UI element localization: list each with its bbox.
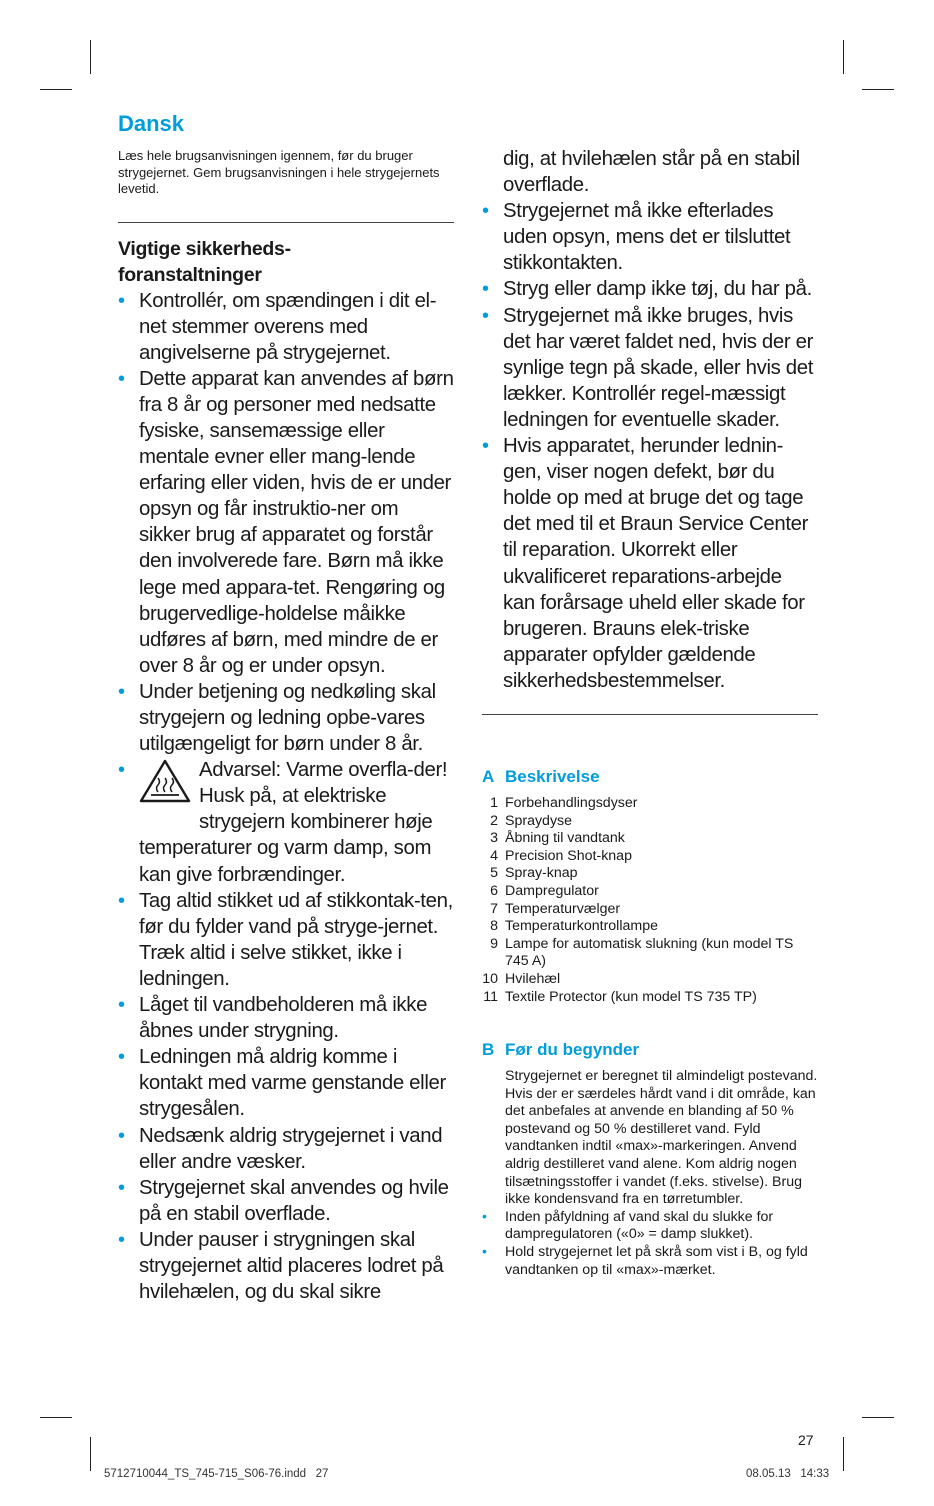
list-item: 4 Precision Shot-knap [490, 847, 632, 864]
bullet-icon: • [118, 289, 125, 312]
crop-mark [862, 89, 894, 90]
section-b-heading: B Før du begynder [482, 1040, 640, 1060]
bullet-icon: • [118, 994, 125, 1017]
bullet-icon: • [482, 200, 489, 223]
list-item: • Strygejernet skal anvendes og hvile på en stabil overflade. [118, 1176, 449, 1225]
left-column [118, 110, 454, 1305]
list-item: • Under pauser i strygningen skal strygejernet altid placeres lodret på hvilehælen, og du skal sikre [118, 1228, 444, 1304]
safety-heading: Vigtige sikkerheds- foranstaltninger [118, 237, 291, 286]
list-item: 6 Dampregulator [490, 882, 599, 899]
list-item: • Låget til vandbeholderen må ikke åbnes under strygning. [118, 994, 428, 1043]
list-item: • Stryg eller damp ikke tøj, du har på. [482, 276, 818, 302]
bullet-icon: • [118, 889, 125, 912]
list-item: • Strygejernet må ikke bruges, hvis det har været faldet ned, hvis der er synlige tegn på skade, eller hvis det lækker. Kontrollér regel-mæssigt ledningen for eventuelle skader. [482, 304, 814, 431]
list-item: • Inden påfyldning af vand skal du slukke for dampregulatoren («0» = damp slukket). [482, 1208, 774, 1243]
continued-text: dig, at hvilehælen står på en stabil overflade. [503, 148, 800, 197]
list-item: • Tag altid stikket ud af stikkontak-ten, før du fylder vand på stryge-jernet. Træk altid i selve stikket, ikke i ledningen. [118, 889, 453, 990]
page-title: Dansk [118, 111, 185, 136]
bullet-icon: • [118, 1176, 125, 1199]
section-b [482, 1040, 818, 1279]
bullet-icon: • [118, 680, 125, 703]
list-item: 11 Textile Protector (kun model TS 735 TP) [483, 988, 757, 1005]
bullet-icon: • [482, 435, 489, 458]
list-item: • Hold strygejernet let på skrå som vist i B, og fyld vandtanken op til «max»-mærket. [482, 1244, 808, 1278]
section-a [482, 767, 818, 1006]
bullet-icon: • [482, 304, 489, 327]
divider [118, 222, 454, 223]
crop-mark [90, 40, 91, 74]
section-a-heading: A Beskrivelse [482, 766, 600, 786]
crop-mark [862, 1417, 894, 1418]
page-number: 27 [798, 1432, 814, 1448]
crop-mark [90, 1437, 91, 1471]
right-column [482, 146, 818, 1279]
list-item: 10 Hvilehæl [482, 970, 561, 987]
list-item: • Hvis apparatet, herunder lednin-gen, viser nogen defekt, bør du holde op med at bruge det og tage det med til et Braun Service Center til reparation. Ukorrekt eller ukvalificeret reparations-arbejde kan forårsage uheld eller skade for brugeren. Brauns elek-triske apparater opfylder gældende sikkerhedsbestemmelser. [482, 435, 809, 692]
crop-mark [40, 89, 72, 90]
list-item: • Nedsænk aldrig strygejernet i vand eller andre væsker. [118, 1124, 443, 1173]
list-item-warning: • Advarsel: Varme overfla-der! Husk på, at elektriske strygejern kombinerer høje temperaturer og varm damp, som kan give forbrændinger. [118, 759, 448, 886]
section-b-list [482, 1209, 818, 1279]
bullet-icon: • [482, 1208, 487, 1225]
list-item: • Ledningen må aldrig komme i kontakt med varme genstande eller strygesålen. [118, 1046, 446, 1121]
bullet-icon: • [118, 367, 125, 390]
list-item: 1 Forbehandlingsdyser [490, 794, 638, 811]
list-item: 3 Åbning til vandtank [490, 830, 625, 847]
print-slug-file: 5712710044_TS_745-715_S06-76.indd 27 [104, 1468, 329, 1480]
list-item: 8 Temperaturkontrollampe [490, 918, 658, 935]
parts-list [482, 795, 818, 1006]
list-item: 5 Spray-knap [490, 865, 578, 882]
safety-list [118, 288, 454, 1306]
bullet-icon: • [482, 1244, 487, 1261]
list-item: 9 Lampe for automatisk slukning (kun model TS 745 A) [490, 935, 794, 970]
safety-list-continued [482, 198, 818, 694]
list-item: 7 Temperaturvælger [490, 900, 621, 917]
list-item: • Kontrollér, om spændingen i dit el-net stemmer overens med angivelserne på strygejernet. [118, 289, 437, 364]
divider [482, 714, 818, 715]
bullet-icon: • [118, 1046, 125, 1069]
hot-surface-warning-icon [139, 759, 191, 810]
print-slug-date: 08.05.13 14:33 [746, 1468, 830, 1480]
bullet-icon: • [118, 1124, 125, 1147]
list-item: 2 Spraydyse [490, 812, 573, 829]
crop-mark [843, 1437, 844, 1471]
section-b-paragraph: Strygejernet er beregnet til almindeligt postevand. Hvis der er særdeles hårdt vand i dit område, kan det anbefales at anvende en blanding af 50 % postevand og 50 % destilleret vand. Fyld vandtanken indtil «max»-markeringen. Anvend aldrig destilleret vand alene. Kom aldrig nogen tilsætningsstoffer i vandet (f.eks. stivelse). Brug ikke kondensvand fra en tørretumbler. [505, 1068, 818, 1208]
list-item: • Dette apparat kan anvendes af børn fra 8 år og personer med nedsatte fysiske, sansemæssige eller mentale evner eller mang-lende erfaring eller viden, hvis de er under opsyn og får instruktio-ner om sikker brug af apparatet og forstår den involverede fare. Børn må ikke lege med appara-tet. Rengøring og brugervedlige-holdelse måikke udføres af børn, med mindre de er over 8 år og er under opsyn. [118, 367, 454, 677]
bullet-icon: • [118, 1228, 125, 1251]
bullet-icon: • [482, 278, 489, 301]
bullet-icon: • [118, 759, 125, 782]
crop-mark [40, 1417, 72, 1418]
crop-mark [843, 40, 844, 74]
list-item: • Under betjening og nedkøling skal strygejern og ledning opbe-vares utilgængeligt for børn under 8 år. [118, 680, 436, 756]
intro-text: Læs hele brugsanvisningen igennem, før du bruger strygejernet. Gem brugsanvisningen i hele strygejernets levetid. [118, 148, 440, 196]
list-item: • Strygejernet må ikke efterlades uden opsyn, mens det er tilsluttet stikkontakten. [482, 200, 791, 275]
